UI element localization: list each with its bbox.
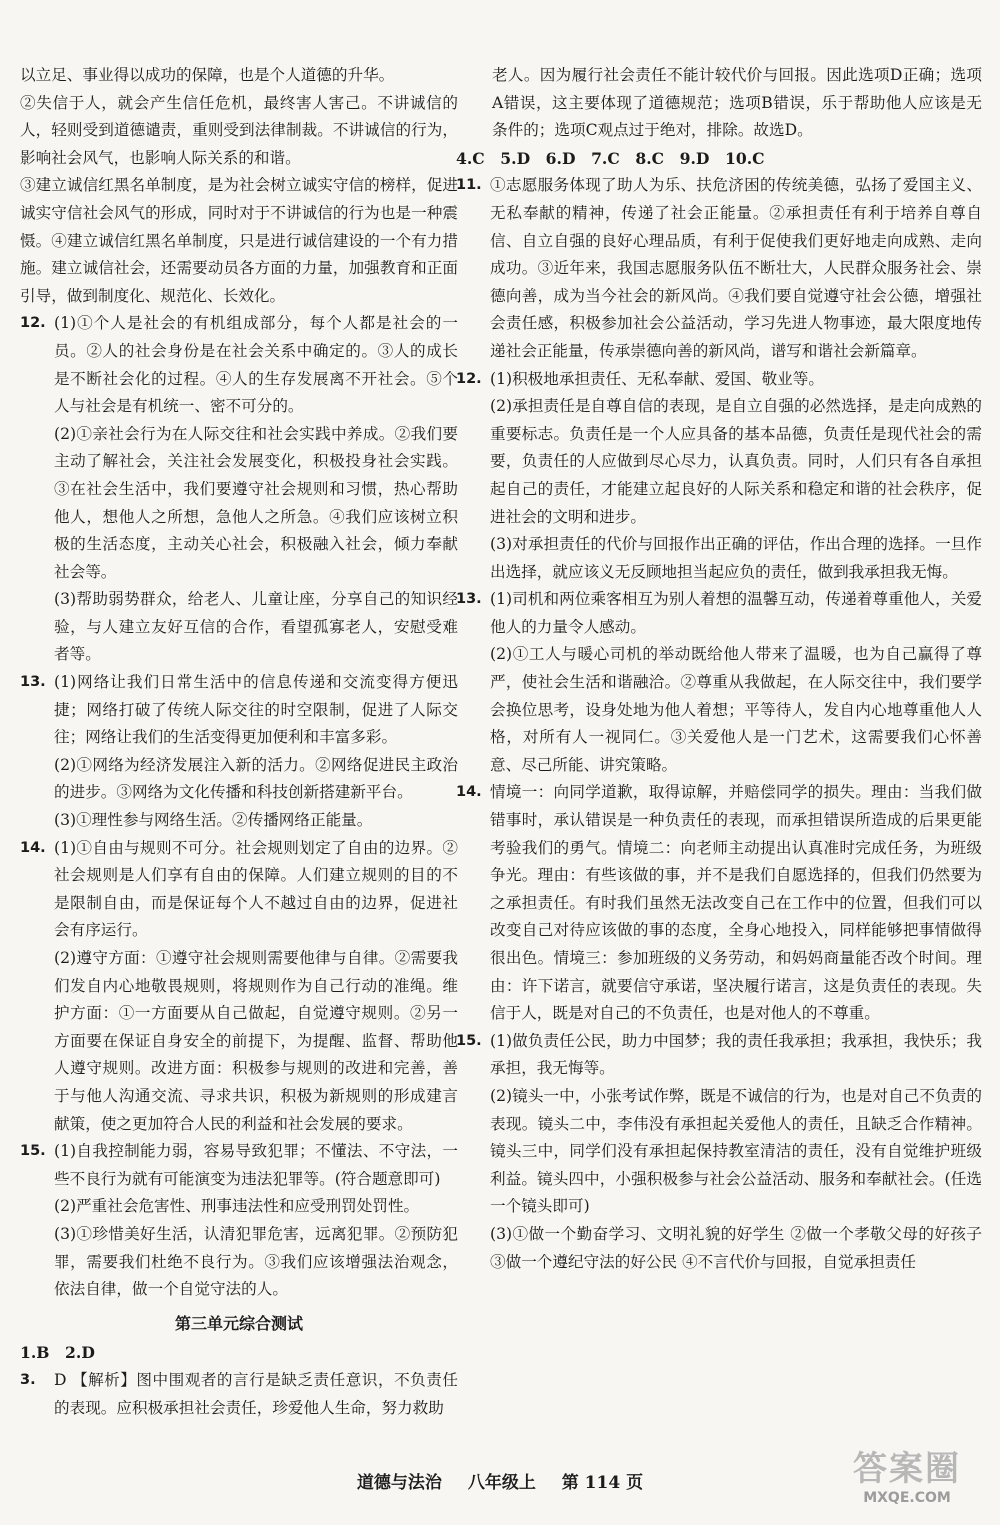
watermark-url: MXQE.COM — [863, 1490, 951, 1506]
answer-part: (2)遵守方面：①遵守社会规则需要他律与自律。②需要我们发自内心地敬畏规则，将规则作为自己行动的准绳。维护方面：①一方面要从自己做起，自觉遵守规则。②另一方面要在保证自身安全的前提下，为提醒、监督、帮助他人遵守规则。改进方面：积极参与规则的改进和完善，善于与他人沟通交流、寻求共识，积极为新规则的形成建言献策，使之更加符合人民的利益和社会发展的要求。 — [54, 949, 458, 1133]
question-number: 3. — [20, 1371, 36, 1388]
paragraph: 以立足、事业得以成功的保障，也是个人道德的升华。 — [20, 66, 395, 84]
answer-part: (2)①工人与暖心司机的举动既给他人带来了温暖，也为自己赢得了尊严，使社会生活和谐融洽。②尊重从我做起，在人际交往中，我们要学会换位思考，设身处地为他人着想；平等待人，发自内心地尊重他人人格，对所有人一视同仁。③关爱他人是一门艺术，这需要我们心怀善意、尽己所能、讲究策略。 — [490, 645, 982, 774]
answer-13 — [20, 669, 458, 835]
answer-part: (1)网络让我们日常生活中的信息传递和交流变得方便迅捷；网络打破了传统人际交往的时空限制，促进了人际交往；网络让我们的生活变得更加便利和丰富多彩。 — [54, 673, 458, 747]
choice-answers: 4.C 5.D 6.D 7.C 8.C 9.D 10.C — [456, 148, 765, 168]
answer-part: (2)严重社会危害性、刑事违法性和应受刑罚处罚性。 — [54, 1197, 420, 1216]
answer-part: (1)自我控制能力弱，容易导致犯罪；不懂法、不守法，一些不良行为就有可能演变为违法犯罪等。(符合题意即可) — [54, 1142, 458, 1188]
answer-part: (3)①珍惜美好生活，认清犯罪危害，远离犯罪。②预防犯罪，需要我们杜绝不良行为。③我们应该增强法治观念，依法自律，做一个自觉守法的人。 — [54, 1224, 458, 1299]
answer-part: (1)司机和两位乘客相互为别人着想的温馨互动，传递着尊重他人，关爱他人的力量令人感动。 — [490, 590, 982, 636]
answer-14 — [20, 835, 458, 1139]
left-column — [20, 62, 458, 1422]
watermark — [832, 1448, 982, 1518]
section-title: 第三单元综合测试 — [174, 1313, 303, 1333]
answer-part: (1)①自由与规则不可分。社会规则划定了自由的边界。②社会规则是人们享有自由的保障。人们建立规则的目的不是限制自由，而是保证每个人不越过自由的边界，促进社会有序运行。 — [54, 838, 458, 940]
question-number: 14. — [456, 784, 482, 801]
answer-part: (1)①个人是社会的有机组成部分，每个人都是社会的一员。②人的社会身份是在社会关系中确定的。③人的成长是不断社会化的过程。④人的生存发展离不开社会。⑤个人与社会是有机统一、密不可分的。 — [54, 314, 458, 416]
footer-page-number: 第 114 页 — [561, 1473, 644, 1493]
answer-part: (3)①理性参与网络生活。②传播网络正能量。 — [54, 811, 373, 830]
answer-15 — [20, 1138, 458, 1304]
watermark-logo: 答案圈 — [853, 1449, 961, 1489]
footer-subject: 道德与法治 — [356, 1473, 442, 1493]
question-number: 14. — [20, 839, 46, 856]
answer-part: D 【解析】图中围观者的言行是缺乏责任意识，不负责任的表现。应积极承担社会责任，珍爱他人生命，努力救助 — [54, 1370, 458, 1417]
answer-3 — [20, 1367, 458, 1422]
answer-14 — [456, 779, 982, 1027]
answer-12 — [20, 310, 458, 669]
answer-part: 情境一：向同学道歉，取得谅解，并赔偿同学的损失。理由：当我们做错事时，承认错误是一种负责任的表现，而承担错误所造成的后果更能考验我们的勇气。情境二：向老师主动提出认真准时完成任务，为班级争光。理由：有些该做的事，并不是我们自愿选择的，但我们仍然要为之承担责任。有时我们虽然无法改变自己在工作中的位置，但我们可以改变自己对待应该做的事的态度，全身心地投入，同样能够把事情做得很出色。情境三：参加班级的义务劳动，和妈妈商量能否改个时间。理由：许下诺言，就要信守承诺，坚决履行诺言，这是负责任的表现。失信于人，既是对自己的不负责任，也是对他人的不尊重。 — [490, 783, 982, 1023]
answer-part: (3)对承担责任的代价与回报作出正确的评估，作出合理的选择。一旦作出选择，就应该义无反顾地担当起应负的责任，做到我承担我无悔。 — [490, 535, 982, 581]
question-number: 11. — [456, 177, 482, 194]
right-column — [456, 62, 982, 1276]
question-number: 12. — [456, 370, 482, 387]
answer-part: (3)①做一个勤奋学习、文明礼貌的好学生 ②做一个孝敬父母的好孩子 ③做一个遵纪守法的好公民 ④不言代价与回报，自觉承担责任 — [490, 1224, 982, 1271]
answer-part: (1)积极地承担责任、无私奉献、爱国、敬业等。 — [490, 369, 824, 388]
answer-part: (1)做负责任公民，助力中国梦；我的责任我承担；我承担，我快乐；我承担，我无悔等。 — [490, 1031, 982, 1078]
choice-answers: 1.B 2.D — [20, 1343, 95, 1363]
question-number: 12. — [20, 315, 46, 332]
answer-part: (3)帮助弱势群众，给老人、儿童让座，分享自己的知识经验，与人建立友好互信的合作，看望孤寡老人，安慰受难者等。 — [54, 590, 458, 664]
paragraph: ③建立诚信红黑名单制度，是为社会树立诚实守信的榜样，促进诚实守信社会风气的形成，同时对于不讲诚信的行为也是一种震慑。④建立诚信红黑名单制度，只是进行诚信建设的一个有力措施。建立诚信社会，还需要动员各方面的力量，加强教育和正面引导，做到制度化、规范化、长效化。 — [20, 176, 458, 305]
question-number: 15. — [456, 1032, 482, 1049]
answer-part: (2)①网络为经济发展注入新的活力。②网络促进民主政治的进步。③网络为文化传播和科技创新搭建新平台。 — [54, 755, 458, 802]
answer-part: (2)镜头一中，小张考试作弊，既是不诚信的行为，也是对自己不负责的表现。镜头二中，李伟没有承担起关爱他人的责任，且缺乏合作精神。镜头三中，同学们没有承担起保持教室清洁的责任，没有自觉维护班级利益。镜头四中，小强积极参与社会公益活动、服务和奉献社会。(任选一个镜头即可) — [490, 1086, 982, 1216]
answer-15 — [456, 1028, 982, 1276]
footer-grade: 八年级上 — [467, 1473, 536, 1493]
paragraph: 老人。因为履行社会责任不能计较代价与回报。因此选项D正确；选项A错误，这主要体现了道德规范；选项B错误，乐于帮助他人应该是无条件的；选项C观点过于绝对，排除。故选D。 — [492, 66, 982, 140]
answer-part: (2)承担责任是自尊自信的表现，是自立自强的必然选择，是走向成熟的重要标志。负责任是一个人应具备的基本品德，负责任是现代社会的需要，负责任的人应做到尽心尽力，认真负责。同时，人们只有各自承担起自己的责任，才能建立起良好的人际关系和稳定和谐的社会秩序，促进社会的文明和进步。 — [490, 397, 982, 526]
question-number: 13. — [456, 591, 482, 608]
question-number: 13. — [20, 674, 46, 691]
answer-part: (2)①亲社会行为在人际交往和社会实践中养成。②我们要主动了解社会，关注社会发展变化，积极投身社会实践。③在社会生活中，我们要遵守社会规则和习惯，热心帮助他人，想他人之所想，急他人之所急。④我们应该树立积极的生活态度，主动关心社会，积极融入社会，倾力奉献社会等。 — [54, 424, 458, 581]
question-number: 15. — [20, 1143, 46, 1160]
answer-13 — [456, 586, 982, 779]
answer-11 — [456, 172, 982, 365]
answer-12 — [456, 366, 982, 587]
answer-part: ①志愿服务体现了助人为乐、扶危济困的传统美德，弘扬了爱国主义、无私奉献的精神，传递了社会正能量。②承担责任有利于培养自尊自信、自立自强的良好心理品质，有利于促使我们更好地走向成熟、走向成功。③近年来，我国志愿服务队伍不断壮大，人民群众服务社会、崇德向善，成为当今社会的新风尚。④我们要自觉遵守社会公德，增强社会责任感，积极参加社会公益活动，学习先进人物事迹，最大限度地传递社会正能量，传承崇德向善的新风尚，谱写和谐社会新篇章。 — [490, 176, 982, 360]
paragraph: ②失信于人，就会产生信任危机，最终害人害己。不讲诚信的人，轻则受到道德谴责，重则受到法律制裁。不讲诚信的行为，影响社会风气，也影响人际关系的和谐。 — [20, 93, 458, 167]
